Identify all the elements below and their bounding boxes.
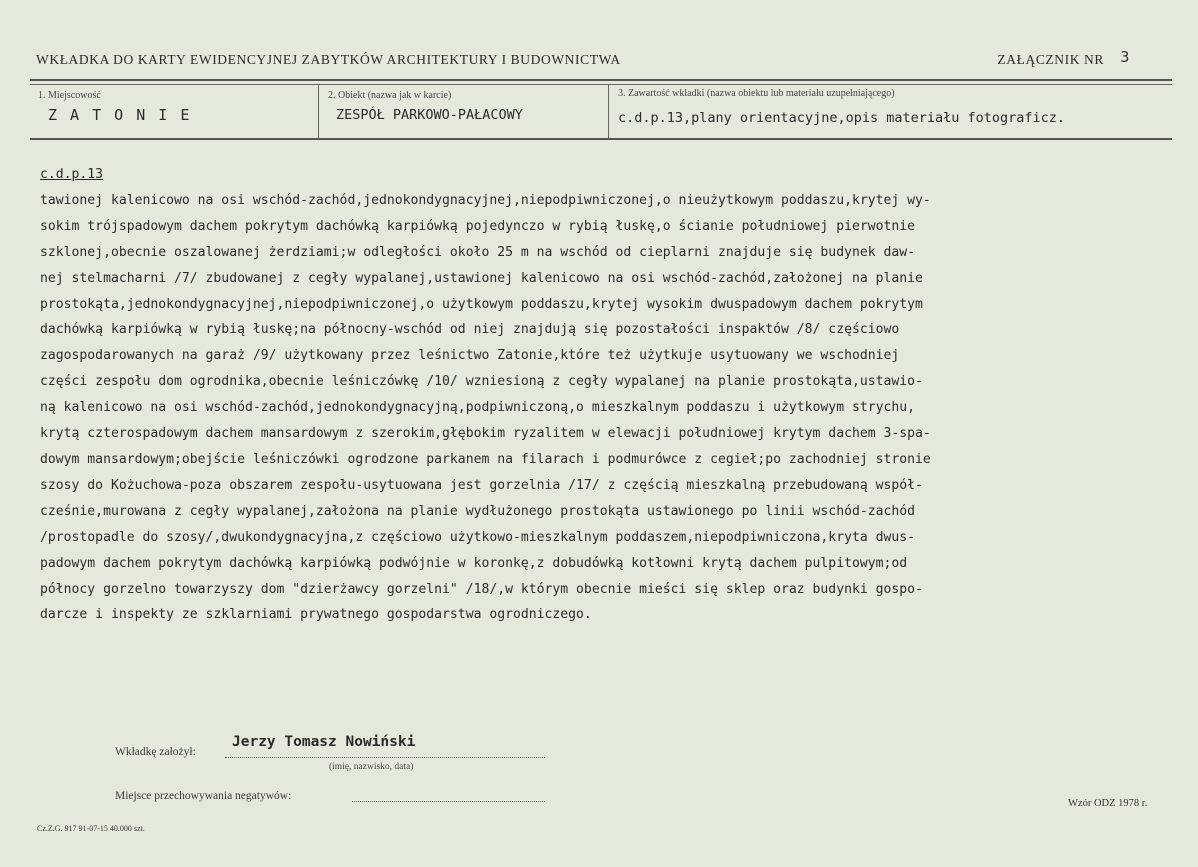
field-object-value: ZESPÓŁ PARKOWO-PAŁACOWY xyxy=(336,107,523,123)
field-divider-1 xyxy=(318,85,319,138)
negatives-dotline xyxy=(352,801,545,802)
text-line: sokim trójspadowym dachem pokrytym dachówką karpiówką pojedynczo w rybią łuskę,o ścianie południowej pierwotnie xyxy=(40,218,916,234)
field-locality-value: Z A T O N I E xyxy=(48,106,192,124)
text-line: nej stelmacharni /7/ zbudowanej z cegły wypalanej,ustawionej kalenicowo na osi wschód-zachód,założonej na planie xyxy=(40,270,923,286)
field-locality-label: 1. Miejscowość xyxy=(38,90,101,101)
attachment-label: ZAŁĄCZNIK NR xyxy=(997,52,1104,67)
text-line: części zespołu dom ogrodnika,obecnie leśniczówkę /10/ wzniesioną z cegły wypalanej na planie prostokąta,ustawio- xyxy=(40,374,923,390)
text-line: /prostopadle do szosy/,dwukondygnacyjna,z częściowo użytkowo-mieszkalnym poddaszem,niepodpiwniczona,kryta dwus- xyxy=(40,529,916,545)
field-divider-2 xyxy=(608,85,609,138)
text-line: zagospodarowanych na garaż /9/ użytkowany przez leśnictwo Zatonie,które też użytkuje usytuowany we wschodniej xyxy=(40,348,900,364)
field-content-label: 3. Zawartość wkładki (nazwa obiektu lub materiału uzupełniającego) xyxy=(618,88,895,99)
attachment-number: 3 xyxy=(1120,48,1130,66)
form-title: WKŁADKA DO KARTY EWIDENCYJNEJ ZABYTKÓW ARCHITEKTURY I BUDOWNICTWA xyxy=(36,52,621,67)
text-line: dachówką karpiówką w rybią łuskę;na północny-wschód od niej znajdują się pozostałości inspaktów /8/ częściowo xyxy=(40,322,900,338)
text-line: tawionej kalenicowo na osi wschód-zachód,jednokondygnacyjnej,niepodpiwniczonej,o nieużytkowym poddaszu,krytej wy- xyxy=(40,192,931,208)
text-line: północy gorzelno towarzyszy dom "dzierżawcy gorzelni" /18/,w którym obecnie mieści się sklep oraz budynki gospo- xyxy=(40,581,923,597)
form-reference: Wzór ODZ 1978 r. xyxy=(1068,798,1148,809)
text-line: darcze i inspekty ze szklarniami prywatnego gospodarstwa ogrodniczego. xyxy=(40,607,592,623)
field-content-value: c.d.p.13,plany orientacyjne,opis materiału fotograficz. xyxy=(618,110,1066,126)
text-line: szklonej,obecnie oszalowanej żerdziami;w odległości około 25 m na wschód od cieplarni znajduje się budynek daw- xyxy=(40,244,916,260)
continuation-marker: c.d.p.13 xyxy=(40,167,104,182)
header-rule-top xyxy=(30,79,1172,81)
description-text xyxy=(40,162,1170,628)
header-rule-inner xyxy=(30,84,1172,85)
created-by-hint: (imię, nazwisko, data) xyxy=(329,762,414,772)
text-line: krytą czterospadowym dachem mansardowym z szerokim,głębokim ryzalitem w elewacji południowej krytym dachem 3-spa- xyxy=(40,426,931,442)
text-line: dowym mansardowym;obejście leśniczówki ogrodzone parkanem na filarach i podmurówce z cegieł;po zachodniej stronie xyxy=(40,451,931,467)
text-line: padowym dachem pokrytym dachówką karpiówką podwójnie w koronkę,z dobudówką kotłowni krytą dachem pulpitowym;od xyxy=(40,555,908,571)
created-by-value: Jerzy Tomasz Nowiński xyxy=(232,734,416,750)
negatives-label: Miejsce przechowywania negatywów: xyxy=(115,790,292,802)
field-object-label: 2. Obiekt (nazwa jak w karcie) xyxy=(328,90,452,101)
created-by-dotline xyxy=(225,757,545,758)
text-line: szosy do Kożuchowa-poza obszarem zespołu-usytuowana jest gorzelnia /17/ z częścią mieszkalną przebudowaną współ- xyxy=(40,477,923,493)
text-line: cześnie,murowana z cegły wypalanej,założona na planie wydłużonego prostokąta ustawionego po linii wschód-zachód xyxy=(40,503,916,519)
text-line: ną kalenicowo na osi wschód-zachód,jednokondygnacyjną,podpiwniczoną,o mieszkalnym poddaszu i użytkowym strychu, xyxy=(40,400,916,416)
print-reference: Cz.Z.G. 917 91-07-15 40.000 szt. xyxy=(37,824,145,833)
created-by-label: Wkładkę założył: xyxy=(115,746,196,758)
form-header xyxy=(36,48,1166,72)
text-line: prostokąta,jednokondygnacyjnej,niepodpiwniczonej,o użytkowym poddaszu,krytej wysokim dwuspadowym dachem pokrytym xyxy=(40,296,923,312)
header-rule-bottom xyxy=(30,138,1172,140)
